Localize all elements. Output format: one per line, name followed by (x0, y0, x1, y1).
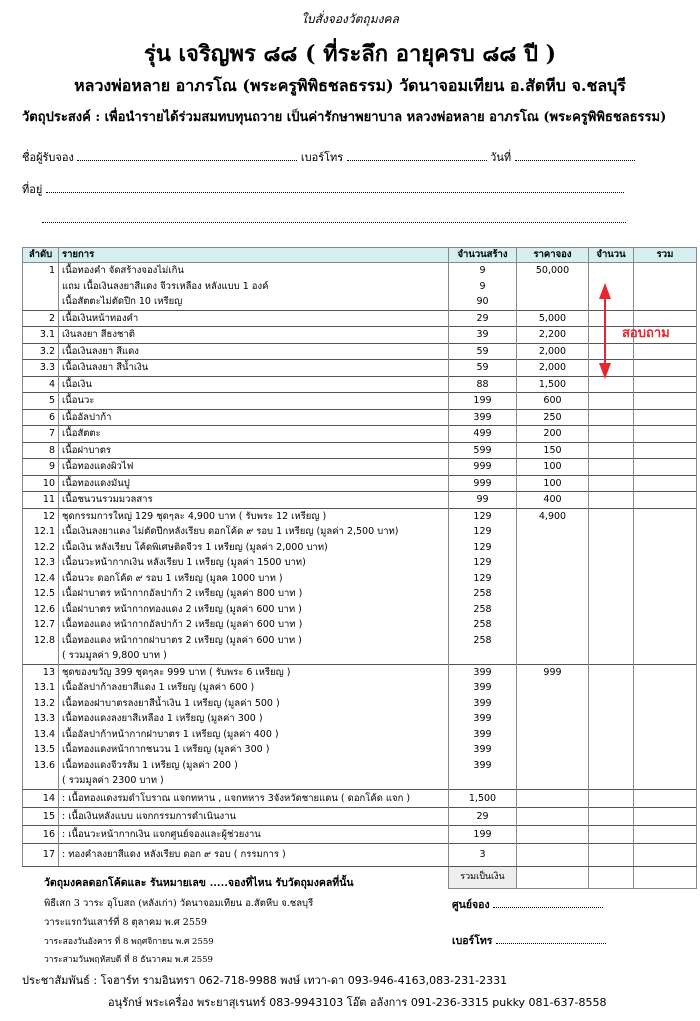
row-item-line: เนื้อทองคำ จัดสร้างจองไม่เกิน (62, 265, 184, 276)
count-cell[interactable] (589, 508, 634, 664)
count-cell[interactable] (589, 475, 634, 492)
total-label: รวมเป็นเงิน (449, 866, 517, 888)
table-row (23, 459, 697, 476)
row-item (59, 492, 449, 509)
row-no-line: 13.1 (33, 682, 55, 693)
row-item (59, 263, 449, 311)
total-value-cell[interactable] (517, 866, 589, 888)
row-item-line: ( รวมมูลค่า 9,800 บาท ) (62, 650, 167, 661)
ceremony-text: พิธีเสก 3 วาระ อุโบสถ (หลังเก่า) วัดนาจอมเทียน อ.สัตหีบ จ.ชลบุรี (44, 898, 314, 909)
row-qty (449, 492, 517, 509)
row-item-line: เนื้อทองฝาบาตรลงยาสีน้ำเงิน 1 เหรียญ (มูลค่า 500 ) (62, 697, 280, 709)
count-cell[interactable] (589, 664, 634, 789)
row-item-line: เนื้ออัลปาก้าลงยาสีแดง 1 เหรียญ (มูลค่า 600 ) (62, 682, 255, 693)
row-item (59, 664, 449, 789)
row-qty (449, 343, 517, 360)
row-no-line: 13.6 (33, 759, 55, 771)
sum-cell[interactable] (634, 492, 697, 509)
row-qty-line: 129 (473, 510, 492, 522)
row-item-line: เนื้อสัตตะไม่ตัดปีก 10 เหรียญ (62, 296, 183, 307)
footer-note: วัตถุมงคลดอกโค้ดและ รันหมายเลข .....จองที่ไหน รับวัตถุมงคลที่นั้น (44, 877, 354, 889)
sum-cell[interactable] (634, 664, 697, 789)
row-no (23, 664, 59, 789)
address-field-row-2 (42, 212, 626, 226)
address-field-row (22, 180, 624, 198)
row-item-line: เงินลงยา สีธงชาติ (62, 329, 135, 340)
count-cell[interactable] (589, 442, 634, 459)
sum-cell[interactable] (634, 442, 697, 459)
date-input[interactable] (515, 150, 635, 161)
row-price (517, 843, 589, 866)
header-sum: รวม (634, 248, 697, 263)
row-qty-line: 399 (473, 728, 492, 740)
row-no: 10 (23, 475, 59, 492)
row-item-line: เนื้อเงินลงยา สีน้ำเงิน (62, 362, 149, 373)
table-row (23, 426, 697, 443)
row-qty (449, 376, 517, 393)
center-input[interactable] (493, 897, 603, 908)
contact-line-1: ประชาสัมพันธ์ : โจฮาร์ท รามอินทรา 062-718-9988 พงษ์ เทวา-ดา 093-946-4163,083-231-2331 (22, 974, 508, 987)
row-qty: 3 (449, 843, 517, 866)
row-qty (449, 442, 517, 459)
row-item-line: ชุดกรรมการใหญ่ 129 ชุดๆละ 4,900 บาท ( รับพระ 12 เหรียญ ) (62, 510, 327, 522)
table-header (23, 248, 697, 263)
row-qty-line: 129 (473, 557, 492, 568)
row-no: 7 (23, 426, 59, 443)
center-phone-input[interactable] (496, 933, 606, 944)
row-price: 4,900 (517, 508, 589, 664)
row-no: 1 (23, 263, 59, 311)
row-no: 3.2 (23, 343, 59, 360)
row-item: : เนื้อนวะหน้ากากเงิน แจกศูนย์จองและผู้ช่วยงาน (59, 825, 449, 843)
row-qty-line: 399 (473, 682, 492, 693)
row-no: 14 (23, 789, 59, 807)
row-qty-line: 88 (476, 378, 489, 390)
center-label: ศูนย์จอง (452, 899, 490, 911)
row-qty-line: 499 (473, 428, 492, 439)
table-row (23, 409, 697, 426)
row-qty-line: 258 (473, 634, 492, 646)
purpose-text: วัตถุประสงค์ : เพื่อนำรายได้ร่วมสมทบทุนถวาย เป็นค่ารักษาพยาบาล หลวงพ่อหลาย อาภรโณ (พระครูพิพิธชลธรรม) (22, 110, 667, 125)
row-qty (449, 426, 517, 443)
sum-cell[interactable] (634, 807, 697, 825)
row-price: 200 (517, 426, 589, 443)
row-qty-line: 39 (476, 329, 489, 340)
table-row (23, 310, 697, 327)
sum-cell[interactable] (634, 263, 697, 311)
contact-line-2: อนุรักษ์ พระเครื่อง พระยาสุเรนทร์ 083-9943103 โอ๊ต อลังการ 091-236-3315 pukky 081-637-8558 (108, 996, 607, 1009)
row-price: 100 (517, 459, 589, 476)
temple-line: หลวงพ่อหลาย อาภรโณ (พระครูพิพิธชลธรรม) วัดนาจอมเทียน อ.สัตหีบ จ.ชลบุรี (74, 76, 626, 95)
row-qty-line: 399 (473, 713, 492, 724)
inquiry-label: สอบถาม (622, 326, 670, 341)
table-row (23, 393, 697, 410)
row-item-line: เนื้อทองแดงหน้ากากชนวน 1 เหรียญ (มูลค่า 300 ) (62, 744, 270, 755)
table-row-extra (23, 825, 697, 843)
row-item (59, 508, 449, 664)
row-no: 11 (23, 492, 59, 509)
row-item-line: เนื้อฝาบาตร หน้ากากทองแดง 2 เหรียญ (มูลค่า 600 บาท ) (62, 603, 302, 615)
row-qty-line: 399 (473, 744, 492, 755)
row-item-line: เนื้อทองแดง หน้ากากฝาบาตร 2 เหรียญ (มูลค่า 600 บาท ) (62, 634, 302, 646)
row-item (59, 459, 449, 476)
table-row-extra (23, 843, 697, 866)
row-qty-line: 9 (479, 265, 486, 276)
name-label: ชื่อผู้รับจอง (22, 151, 74, 164)
row-price: 2,200 (517, 327, 589, 344)
row-no-line: 12 (42, 510, 55, 522)
row-item-line: เนื้อทองแดง หน้ากากอัลปาก้า 2 เหรียญ (มูลค่า 600 บาท ) (62, 619, 303, 630)
phone-label: เบอร์โทร (300, 151, 344, 164)
sum-cell[interactable] (634, 409, 697, 426)
phone-input[interactable] (347, 150, 487, 161)
row-qty-line: 9 (479, 280, 486, 292)
table-row (23, 492, 697, 509)
address-input-1[interactable] (46, 182, 624, 193)
row-qty-line: 399 (473, 697, 492, 709)
round-2: วาระสองวันอังคาร ที่ 8 พฤศจิกายน พ.ศ 2559 (44, 937, 214, 947)
row-qty (449, 664, 517, 789)
row-item-line: เนื้อนวะ ดอกโค้ด ๙ รอบ 1 เหรียญ (มูลค 1000 บาท ) (62, 572, 283, 584)
row-item: : เนื้อเงินหลังแบบ แจกกรรมการดำเนินงาน (59, 807, 449, 825)
row-no-line: 12.1 (33, 526, 55, 537)
row-item-line: เนื้อฝาบาตร หน้ากากอัลปาก้า 2 เหรียญ (มูลค่า 800 บาท ) (62, 588, 303, 599)
row-qty-line: 59 (476, 345, 489, 357)
address-label: ที่อยู่ (22, 183, 43, 196)
row-item-line: เนื้อทองแดงลงยาสีเหลือง 1 เหรียญ (มูลค่า 300 ) (62, 713, 263, 724)
row-price: 5,000 (517, 310, 589, 327)
address-input-2[interactable] (42, 212, 626, 223)
row-qty-line: 999 (473, 477, 492, 489)
sum-cell[interactable] (634, 393, 697, 410)
count-cell[interactable] (589, 807, 634, 825)
header-price: ราคาจอง (517, 248, 589, 263)
row-qty (449, 475, 517, 492)
count-cell[interactable] (589, 843, 634, 866)
row-qty-line: 399 (473, 411, 492, 423)
table-row-extra (23, 789, 697, 807)
row-price: 100 (517, 475, 589, 492)
row-qty (449, 263, 517, 311)
row-item-line: แถม เนื้อเงินลงยาสีแดง จีวรเหลือง หลังแบบ 1 องค์ (62, 280, 269, 292)
center-phone-label: เบอร์โทร (452, 935, 493, 947)
double-arrow-icon (598, 283, 612, 379)
row-qty (449, 393, 517, 410)
sum-cell[interactable] (634, 459, 697, 476)
row-item (59, 393, 449, 410)
row-no-line: 13.3 (33, 713, 55, 724)
row-item (59, 327, 449, 344)
count-cell[interactable] (589, 492, 634, 509)
row-qty-line: 258 (473, 603, 492, 615)
row-qty-line: 129 (473, 541, 492, 553)
row-no-line: 13 (42, 666, 55, 678)
name-input[interactable] (77, 150, 297, 161)
table-row (23, 343, 697, 360)
row-item-line: เนื้อฝาบาตร (62, 444, 111, 456)
total-sum-cell[interactable] (634, 866, 697, 888)
row-no: 16 (23, 825, 59, 843)
order-table (22, 247, 697, 889)
row-item (59, 343, 449, 360)
row-qty-line (452, 648, 513, 664)
row-item-line: เนื้ออัลปาก้า (62, 411, 112, 423)
sum-cell[interactable] (634, 343, 697, 360)
row-no: 4 (23, 376, 59, 393)
row-item (59, 409, 449, 426)
row-item-line: ( รวมมูลค่า 2300 บาท ) (62, 775, 164, 786)
row-no: 8 (23, 442, 59, 459)
sum-cell[interactable] (634, 426, 697, 443)
row-no: 2 (23, 310, 59, 327)
row-item-line: เนื้อสัตตะ (62, 428, 101, 439)
row-price: 2,000 (517, 360, 589, 377)
row-no-line: 12.3 (33, 557, 55, 568)
page-title: รุ่น เจริญพร ๘๘ ( ที่ระลึก อายุครบ ๘๘ ปี ) (144, 41, 556, 67)
center-field-row (452, 896, 603, 913)
date-label: วันที่ (490, 151, 512, 164)
count-cell[interactable] (589, 459, 634, 476)
row-no-line: 13.5 (33, 744, 55, 755)
row-item-line: เนื้อชนวนรวมมวลสาร (62, 494, 153, 505)
row-item-line: เนื้อเงินลงยา สีแดง (62, 345, 139, 357)
row-no: 3.3 (23, 360, 59, 377)
sum-cell[interactable] (634, 376, 697, 393)
row-qty (449, 327, 517, 344)
table-row (23, 475, 697, 492)
row-item-line: ชุดของขวัญ 399 ชุดๆละ 999 บาท ( รับพระ 6 เหรียญ ) (62, 666, 291, 678)
row-item (59, 310, 449, 327)
sum-cell[interactable] (634, 508, 697, 664)
row-item-line: เนื้ออัลปาก้าหน้ากากฝาบาตร 1 เหรียญ (มูลค่า 400 ) (62, 728, 279, 740)
table-row (23, 327, 697, 344)
sum-cell[interactable] (634, 825, 697, 843)
sum-cell[interactable] (634, 789, 697, 807)
row-no-line: 13.4 (33, 728, 55, 740)
row-no-line: 12.5 (33, 588, 55, 599)
row-price: 600 (517, 393, 589, 410)
row-item (59, 475, 449, 492)
row-no: 15 (23, 807, 59, 825)
row-qty-line: 999 (473, 461, 492, 472)
row-no: 9 (23, 459, 59, 476)
row-item-line: เนื้อทองแดงผิวไฟ (62, 461, 134, 472)
row-price (517, 825, 589, 843)
row-qty-line: 29 (476, 312, 489, 324)
round-1: วาระแรกวันเสาร์ที่ 8 ตุลาคม พ.ศ 2559 (44, 917, 207, 928)
row-qty: 1,500 (449, 789, 517, 807)
header-item: รายการ (59, 248, 449, 263)
row-item-line: เนื้อนวะหน้ากากเงิน หลังเรียบ 1 เหรียญ (มูลค่า 1500 บาท) (62, 557, 306, 568)
row-no: 6 (23, 409, 59, 426)
table-row (23, 263, 697, 311)
row-item: : ทองคำลงยาสีแดง หลังเรียบ ดอก ๙ รอบ ( กรรมการ ) (59, 843, 449, 866)
row-item (59, 360, 449, 377)
row-item-line: เนื้อเงิน หลังเรียบ โค้ดพิเศษติดจีวร 1 เหรียญ (มูลค่า 2,000 บาท) (62, 541, 328, 553)
row-item (59, 376, 449, 393)
row-qty-line: 129 (473, 572, 492, 584)
table-row (23, 376, 697, 393)
table-row-set12 (23, 508, 697, 664)
row-qty (449, 310, 517, 327)
row-item-line: เนื้อเงินหน้าทองคำ (62, 312, 139, 324)
row-qty: 199 (449, 825, 517, 843)
name-field-row (22, 148, 635, 166)
header-count: จำนวน (589, 248, 634, 263)
row-no-line: 12.8 (33, 634, 55, 646)
table-row (23, 442, 697, 459)
count-cell[interactable] (589, 825, 634, 843)
row-no-line: 12.7 (33, 619, 55, 630)
row-qty (449, 409, 517, 426)
row-item-line: เนื้อทองแดงมันปู (62, 477, 130, 489)
row-qty (449, 360, 517, 377)
row-qty-line: 399 (473, 666, 492, 678)
sum-cell[interactable] (634, 360, 697, 377)
form-subtitle: ใบสั่งจองวัตถุมงคล (301, 12, 399, 26)
row-no-line: 12.6 (33, 603, 55, 615)
row-qty-line: 258 (473, 619, 492, 630)
sum-cell[interactable] (634, 475, 697, 492)
row-price (517, 789, 589, 807)
row-qty: 29 (449, 807, 517, 825)
row-no-line (26, 648, 55, 664)
row-price: 1,500 (517, 376, 589, 393)
row-qty-line: 99 (476, 494, 489, 505)
sum-cell[interactable] (634, 843, 697, 866)
row-item-line: เนื้อทองแดงจีวรส้ม 1 เหรียญ (มูลค่า 200 ) (62, 759, 238, 771)
row-no: 5 (23, 393, 59, 410)
row-qty (449, 508, 517, 664)
row-qty-line: 199 (473, 395, 492, 406)
row-price: 50,000 (517, 263, 589, 311)
total-count-cell[interactable] (589, 866, 634, 888)
row-qty-line: 59 (476, 362, 489, 373)
count-cell[interactable] (589, 409, 634, 426)
header-qty: จำนวนสร้าง (449, 248, 517, 263)
row-qty-line: 399 (473, 759, 492, 771)
row-item (59, 426, 449, 443)
row-item: : เนื้อทองแดงรมดำโบราณ แจกทหาน , แจกทหาร 3จังหวัดชายแดน ( ดอกโค้ด แจก ) (59, 789, 449, 807)
row-item-line: เนื้อนวะ (62, 395, 95, 406)
row-qty (449, 459, 517, 476)
count-cell[interactable] (589, 426, 634, 443)
row-no (23, 508, 59, 664)
row-item-line: เนื้อเงิน (62, 378, 92, 390)
row-no-line: 12.4 (33, 572, 55, 584)
row-price: 250 (517, 409, 589, 426)
table-row-set13 (23, 664, 697, 789)
row-item-line: เนื้อเงินลงยาแดง ไม่ตัดปีกหลังเรียบ ดอกโค้ด ๙ รอบ 1 เหรียญ (มูลค่า 2,500 บาท) (62, 526, 399, 537)
row-price: 400 (517, 492, 589, 509)
header-no: ลำดับ (23, 248, 59, 263)
row-no: 17 (23, 843, 59, 866)
row-price: 999 (517, 664, 589, 789)
row-price: 2,000 (517, 343, 589, 360)
row-qty-line: 258 (473, 588, 492, 599)
row-no-line (26, 773, 55, 789)
count-cell[interactable] (589, 789, 634, 807)
row-no-line: 13.2 (33, 697, 55, 709)
row-item (59, 442, 449, 459)
round-3: วาระสามวันพฤหัสบดี ที่ 8 ธันวาคม พ.ศ 2559 (44, 955, 213, 965)
row-no: 3.1 (23, 327, 59, 344)
row-qty-line: 129 (473, 526, 492, 537)
row-qty-line: 599 (473, 444, 492, 456)
table-row-extra (23, 807, 697, 825)
table-row (23, 360, 697, 377)
row-price: 150 (517, 442, 589, 459)
row-price (517, 807, 589, 825)
center-phone-row (452, 932, 606, 949)
count-cell[interactable] (589, 393, 634, 410)
row-qty-line: 90 (476, 296, 489, 307)
row-no-line: 12.2 (33, 541, 55, 553)
row-qty-line (452, 773, 513, 789)
